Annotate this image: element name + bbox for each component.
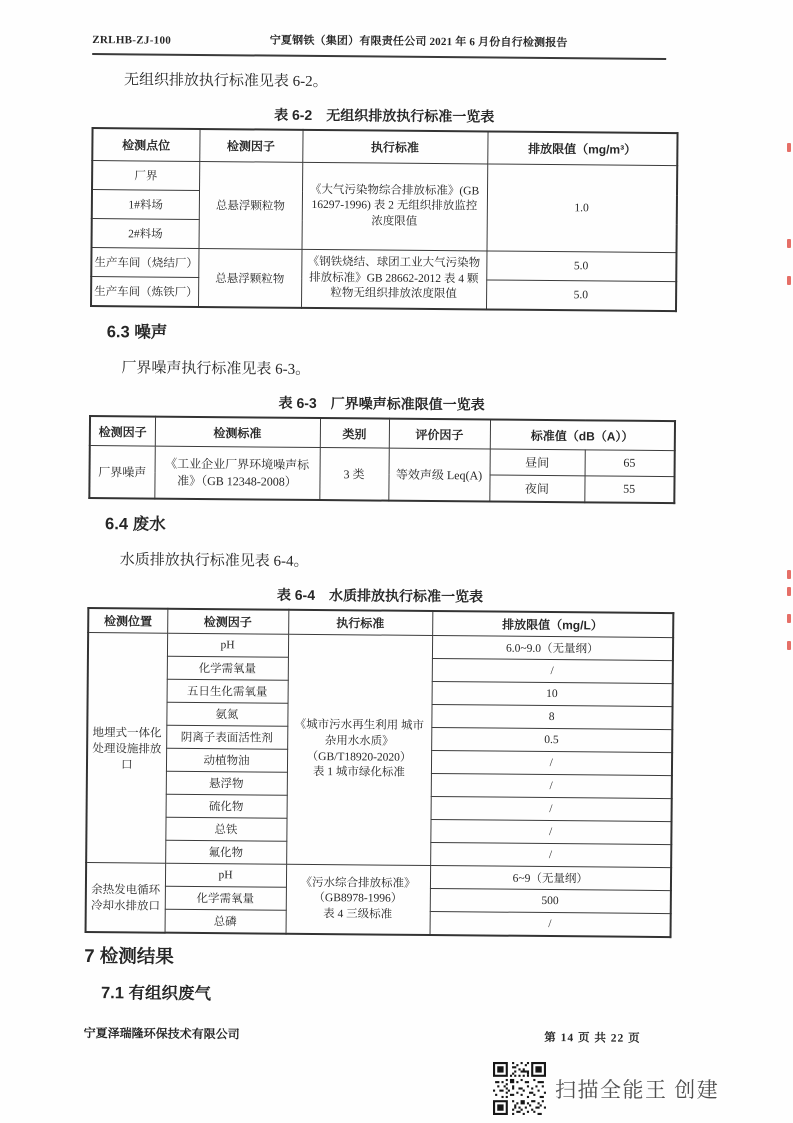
table-cell: 6~9（无量纲） <box>430 865 671 890</box>
document-code: ZRLHB-ZJ-100 <box>92 34 172 47</box>
section-heading-6-3: 6.3 噪声 <box>106 323 168 342</box>
table-cell: 5.0 <box>486 251 676 282</box>
intro-text-table-6-2: 无组织排放执行标准见表 6-2。 <box>123 72 328 91</box>
footer-page-number: 第 14 页 共 22 页 <box>544 1031 641 1045</box>
scan-artifact-red-mark <box>787 614 791 623</box>
table-header-row <box>92 128 677 166</box>
table-cell: 《钢铁烧结、球团工业大气污染物 排放标准》GB 28662-2012 表 4 颗 粒物无组织排放浓度限值 <box>301 249 487 309</box>
table-cell: 悬浮物 <box>166 771 287 795</box>
table-cell: 《大气污染物综合排放标准》(GB 16297-1996) 表 2 无组织排放监控 浓度限值 <box>302 162 488 251</box>
table-cell: 《污水综合排放标准》 （GB8978-1996） 表 4 三级标准 <box>286 864 431 935</box>
table-row <box>90 446 675 477</box>
table-cell: / <box>431 797 672 822</box>
table-cell: 55 <box>584 476 674 503</box>
table-cell: 五日生化需氧量 <box>167 679 288 703</box>
table-cell: 等效声级 Leq(A) <box>388 448 489 501</box>
qr-code-icon <box>493 1062 546 1115</box>
table-cell: 动植物油 <box>166 748 287 772</box>
scan-artifact-red-mark <box>787 239 791 248</box>
table-cell: 夜间 <box>489 475 584 502</box>
table-cell: 总铁 <box>165 817 286 841</box>
table-cell: 余热发电循环冷却水排放口 <box>86 862 166 932</box>
table-cell: 500 <box>430 888 671 913</box>
scan-artifact-red-mark <box>787 276 791 285</box>
scan-artifact-red-mark <box>787 641 791 650</box>
table-cell: / <box>431 774 672 799</box>
table-6-2 <box>90 127 679 312</box>
column-header-cell: 标准值（dB（A）） <box>490 420 675 451</box>
table-cell: 厂界 <box>92 161 199 191</box>
column-header-cell: 检测位置 <box>88 608 167 633</box>
table-cell: pH <box>167 633 288 657</box>
table-cell: 氨氮 <box>166 702 287 726</box>
table-cell: pH <box>165 863 286 887</box>
table-cell: / <box>430 819 671 844</box>
table-6-4-title: 表 6-4 水质排放执行标准一览表 <box>276 586 484 605</box>
table-cell: / <box>430 842 671 867</box>
column-header-cell: 检测因子 <box>167 609 288 635</box>
table-cell: 2#料场 <box>92 219 199 249</box>
table-cell: 10 <box>432 682 673 707</box>
scan-artifact-red-mark <box>787 143 791 152</box>
camscanner-label: 扫描全能王 创建 <box>555 1077 720 1102</box>
table-cell: 生产车间（炼铁厂） <box>91 277 198 307</box>
table-cell: 总悬浮颗粒物 <box>198 248 302 307</box>
page-header <box>92 30 666 60</box>
column-header-cell: 评价因子 <box>389 419 490 449</box>
page-footer <box>84 1024 669 1046</box>
table-cell: 6.0~9.0（无量纲） <box>432 636 673 661</box>
table-cell: 《工业企业厂界环境噪声标 准》（GB 12348-2008） <box>154 446 319 500</box>
document-header-title: 宁夏钢铁（集团）有限责任公司 2021 年 6 月份自行检测报告 <box>269 34 568 50</box>
table-cell: 1#料场 <box>92 190 199 220</box>
table-cell: 昼间 <box>490 449 585 476</box>
table-cell: / <box>431 751 672 776</box>
table-cell: 总悬浮颗粒物 <box>199 161 303 249</box>
table-cell: 5.0 <box>486 280 676 311</box>
table-6-2-title: 表 6-2 无组织排放执行标准一览表 <box>274 106 495 125</box>
table-6-3 <box>88 415 676 504</box>
table-cell: 1.0 <box>486 164 677 253</box>
table-cell: 硫化物 <box>166 794 287 818</box>
table-cell: 65 <box>585 450 675 477</box>
table-cell: 3 类 <box>319 448 388 501</box>
section-heading-7: 7 检测结果 <box>84 944 174 967</box>
scan-artifact-red-mark <box>787 587 791 596</box>
table-cell: 化学需氧量 <box>165 886 286 910</box>
column-header-cell: 排放限值（mg/L） <box>432 611 673 638</box>
column-header-cell: 执行标准 <box>288 610 432 636</box>
table-cell: 8 <box>431 705 672 730</box>
page-content <box>84 30 678 1046</box>
intro-text-table-6-3: 厂界噪声执行标准见表 6-3。 <box>121 360 311 378</box>
table-cell: / <box>430 911 671 937</box>
column-header-cell: 检测因子 <box>199 129 302 162</box>
column-header-cell: 执行标准 <box>302 130 487 164</box>
table-cell: 厂界噪声 <box>89 446 154 499</box>
camscanner-watermark <box>493 1062 719 1115</box>
section-heading-7-1: 7.1 有组织废气 <box>100 984 212 1004</box>
section-heading-6-4: 6.4 废水 <box>105 515 166 534</box>
table-cell: 总磷 <box>165 909 286 934</box>
table-6-4 <box>85 607 675 938</box>
footer-company: 宁夏泽瑞隆环保技术有限公司 <box>83 1025 240 1042</box>
table-6-3-title: 表 6-3 厂界噪声标准限值一览表 <box>278 394 485 413</box>
column-header-cell: 类别 <box>320 418 389 448</box>
table-cell: 生产车间（烧结厂） <box>91 248 198 278</box>
table-cell: 氟化物 <box>165 840 286 864</box>
table-cell: 化学需氧量 <box>167 656 288 680</box>
table-cell: 阴离子表面活性剂 <box>166 725 287 749</box>
table-cell: 0.5 <box>431 728 672 753</box>
column-header-cell: 检测点位 <box>92 128 199 161</box>
column-header-cell: 检测标准 <box>155 417 320 448</box>
table-cell: 《城市污水再生利用 城市 杂用水水质》 （GB/T18920-2020） 表 1 城市绿化标准 <box>286 634 432 865</box>
scan-artifact-red-mark <box>787 570 791 579</box>
column-header-cell: 检测因子 <box>90 416 155 446</box>
intro-text-table-6-4: 水质排放执行标准见表 6-4。 <box>119 552 309 570</box>
table-cell: 地埋式一体化处理设施排放口 <box>86 633 167 864</box>
table-cell: / <box>432 659 673 684</box>
column-header-cell: 排放限值（mg/m³） <box>487 131 677 165</box>
